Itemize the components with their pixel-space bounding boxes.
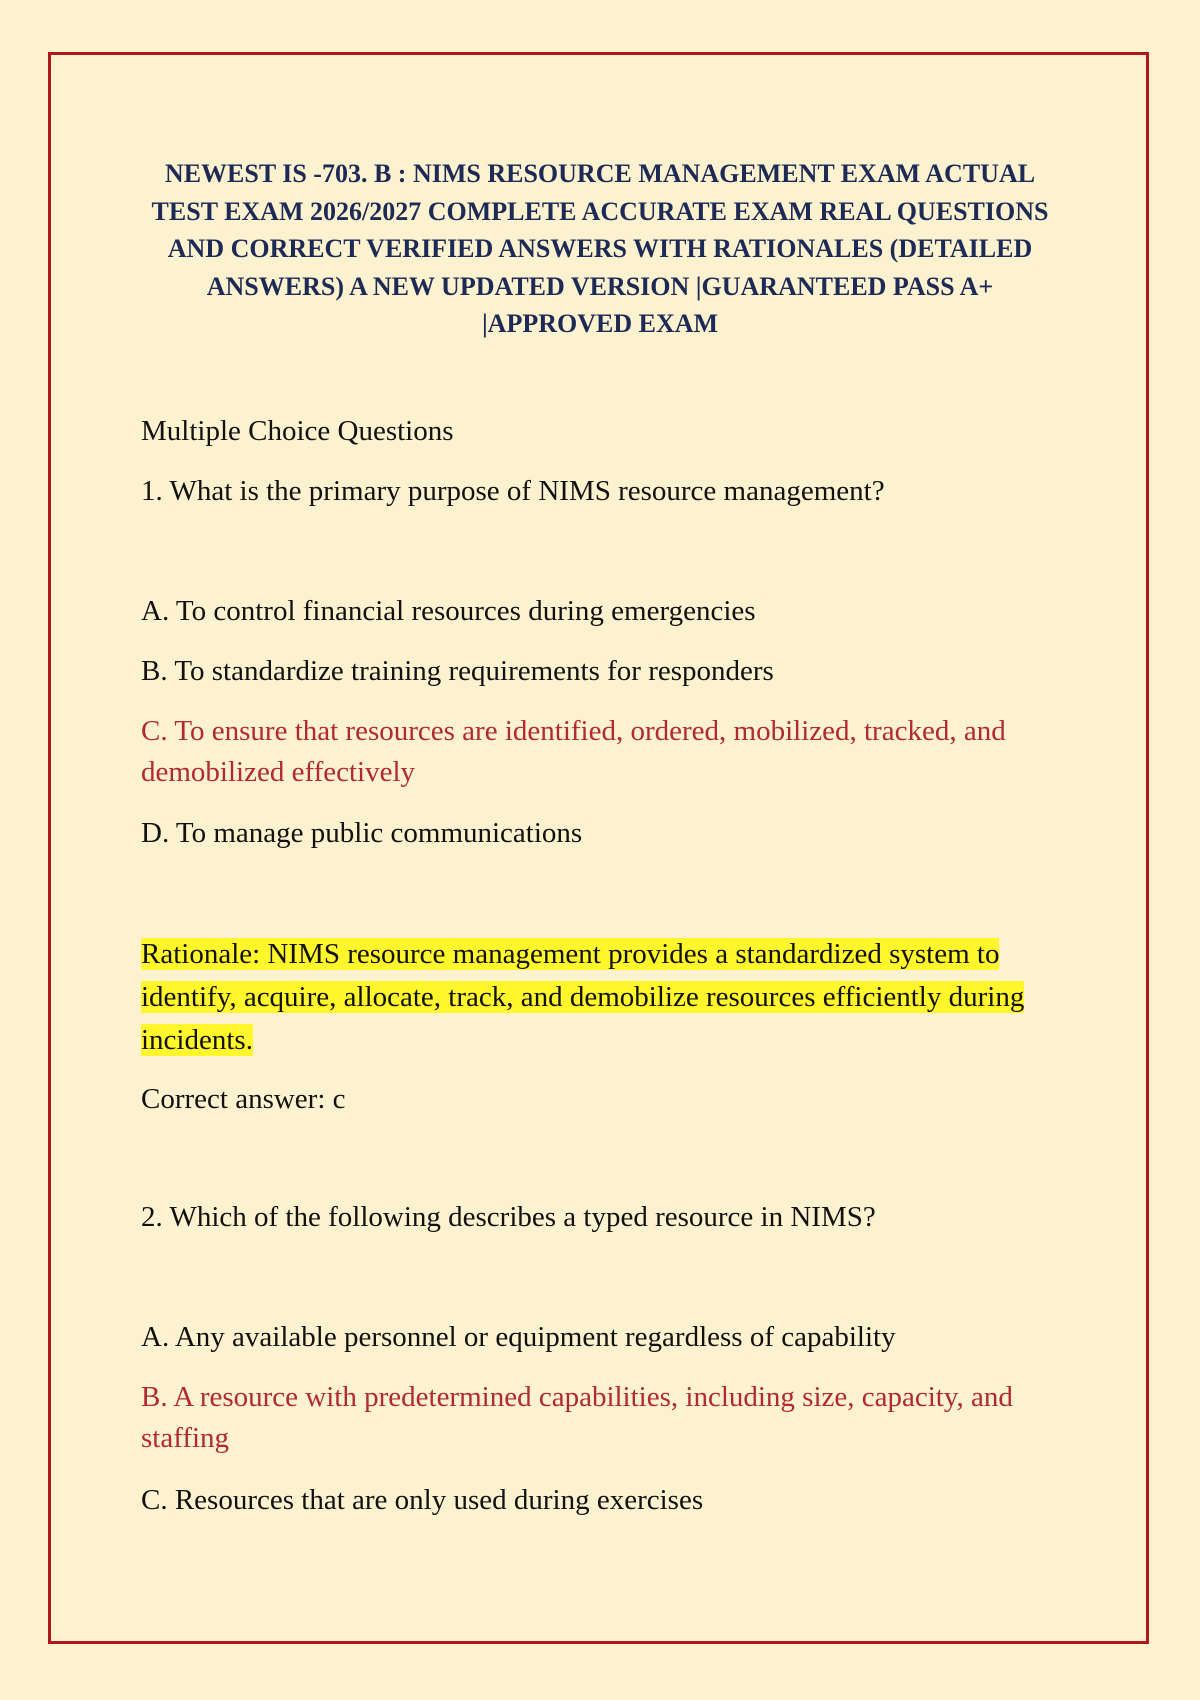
question-2-option-a: A. Any available personnel or equipment regardless of capability [141,1321,896,1353]
document-title: NEWEST IS -703. B : NIMS RESOURCE MANAGEMENT EXAM ACTUAL TEST EXAM 2026/2027 COMPLETE ACCURATE EXAM REAL QUESTIONS AND CORRECT VERIFIED ANSWERS WITH RATIONALES (DETAILED ANSWERS) A NEW UPDATED VERSION |GUARANTEED PASS A+ |APPROVED EXAM [151,159,1049,338]
question-1-option-c-correct: C. To ensure that resources are identified, ordered, mobilized, tracked, and demobilized effectively [141,715,1006,788]
question-1-text: 1. What is the primary purpose of NIMS resource management? [141,475,885,507]
question-1-option-b: B. To standardize training requirements for responders [141,655,774,687]
question-1-rationale [141,933,1071,1062]
question-1-correct-answer: Correct answer: c [141,1083,346,1115]
question-2-option-b-correct: B. A resource with predetermined capabilities, including size, capacity, and staffing [141,1381,1013,1454]
question-1-option-a: A. To control financial resources during emergencies [141,595,756,627]
question-2-option-c: C. Resources that are only used during exercises [141,1484,704,1516]
question-1-option-d: D. To manage public communications [141,817,583,849]
question-2-text: 2. Which of the following describes a typed resource in NIMS? [141,1201,876,1233]
section-heading: Multiple Choice Questions [141,415,454,447]
rationale-highlight: Rationale: NIMS resource management provides a standardized system to identify, acquire, allocate, track, and demobilize resources efficiently during incidents. [141,938,1025,1056]
